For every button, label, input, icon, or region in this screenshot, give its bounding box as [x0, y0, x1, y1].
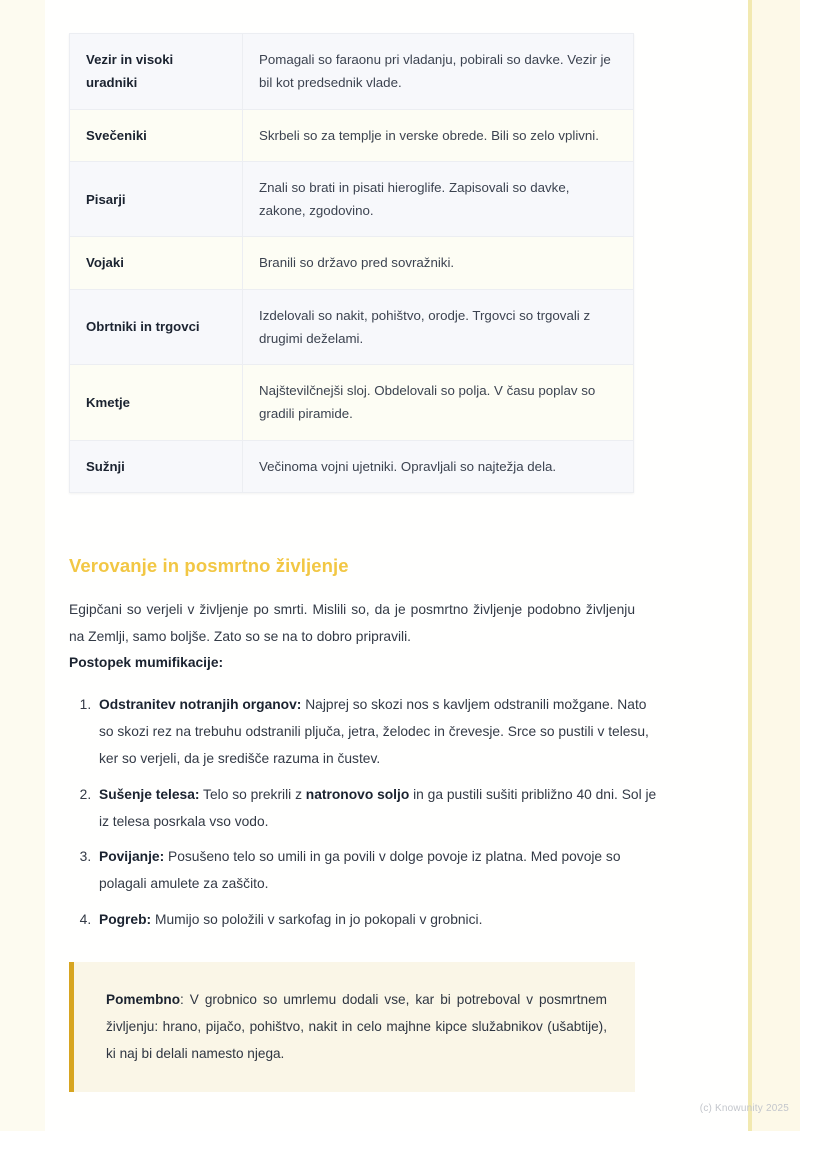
callout-text: : V grobnico so umrlemu dodali vse, kar bi potreboval v posmrtnem življenju: hrano, pijačo, pohištvo, nakit in celo majhne kipce služabnikov (ušabtije), ki naj bi delali namesto njega. [106, 992, 607, 1062]
step-body-text-cont: in ga pustili sušiti približno 40 dni. Sol je iz telesa posrkala vso vodo. [99, 786, 657, 829]
table-cell-description: Najštevilčnejši sloj. Obdelovali so polja. V času poplav so gradili piramide. [243, 365, 634, 441]
table-cell-class-name: Svečeniki [70, 109, 243, 161]
table-cell-description: Branili so državo pred sovražniki. [243, 237, 634, 289]
mummification-steps-list [69, 692, 661, 943]
step-lead-label: Sušenje telesa: [99, 786, 200, 802]
table-row [70, 237, 634, 289]
table-row [70, 161, 634, 237]
list-item [95, 692, 661, 773]
table-cell-class-name: Vojaki [70, 237, 243, 289]
callout-paragraph [106, 986, 607, 1068]
step-lead-label: Povijanje: [99, 849, 165, 865]
table-cell-class-name: Pisarji [70, 161, 243, 237]
table-cell-class-name: Vezir in visoki uradniki [70, 34, 243, 110]
document-content [69, 0, 789, 1131]
table-cell-class-name: Sužnji [70, 440, 243, 492]
subheading-mummification: Postopek mumifikacije: [69, 655, 224, 670]
table-row [70, 34, 634, 110]
list-item [95, 782, 661, 836]
step-lead-label: Odstranitev notranjih organov: [99, 697, 302, 712]
callout-label: Pomembno [106, 992, 181, 1007]
table-cell-description: Izdelovali so nakit, pohištvo, orodje. Trgovci so trgovali z drugimi deželami. [243, 289, 634, 365]
step-lead-label: Pogreb: [99, 912, 152, 928]
table-cell-description: Večinoma vojni ujetniki. Opravljali so najtežja dela. [243, 440, 634, 492]
table-cell-description: Skrbeli so za templje in verske obrede. Bili so zelo vplivni. [243, 109, 634, 161]
list-item [95, 844, 661, 898]
footer-credit: (c) Knowunity 2025 [699, 1103, 789, 1114]
social-classes-table [69, 33, 634, 493]
section-heading: Verovanje in posmrtno življenje [69, 555, 349, 577]
table-cell-class-name: Kmetje [70, 365, 243, 441]
table-row [70, 109, 634, 161]
step-body-text: Mumijo so položili v sarkofag in jo pokopali v grobnici. [151, 912, 483, 928]
list-item [95, 907, 661, 934]
table-row [70, 440, 634, 492]
step-body-text: Posušeno telo so umili in ga povili v dolge povoje iz platna. Med povoje so polagali amulete za zaščito. [99, 849, 621, 892]
table-cell-description: Znali so brati in pisati hieroglife. Zapisovali so davke, zakone, zgodovino. [243, 161, 634, 237]
table-body [70, 34, 634, 493]
step-emphasis-text: natronovo soljo [305, 786, 410, 802]
table-row [70, 289, 634, 365]
table-cell-description: Pomagali so faraonu pri vladanju, pobirali so davke. Vezir je bil kot predsednik vlade. [243, 34, 634, 110]
right-cream-panel [752, 0, 800, 1131]
step-body-text: Telo so prekrili z [199, 786, 306, 802]
table-row [70, 365, 634, 441]
section-paragraph: Egipčani so verjeli v življenje po smrti. Mislili so, da je posmrtno življenje podobno življenju na Zemlji, samo boljše. Zato so se na to dobro pripravili. [69, 601, 635, 644]
step-body-text: Najprej so skozi nos s kavljem odstranili možgane. Nato so skozi rez na trebuhu odstranili pljuča, jetra, želodec in črevesje. Srce so pustili v telesu, ker so verjeli, da je središče razuma in čustev. [99, 697, 649, 766]
important-callout [69, 962, 635, 1092]
table-cell-class-name: Obrtniki in trgovci [70, 289, 243, 365]
